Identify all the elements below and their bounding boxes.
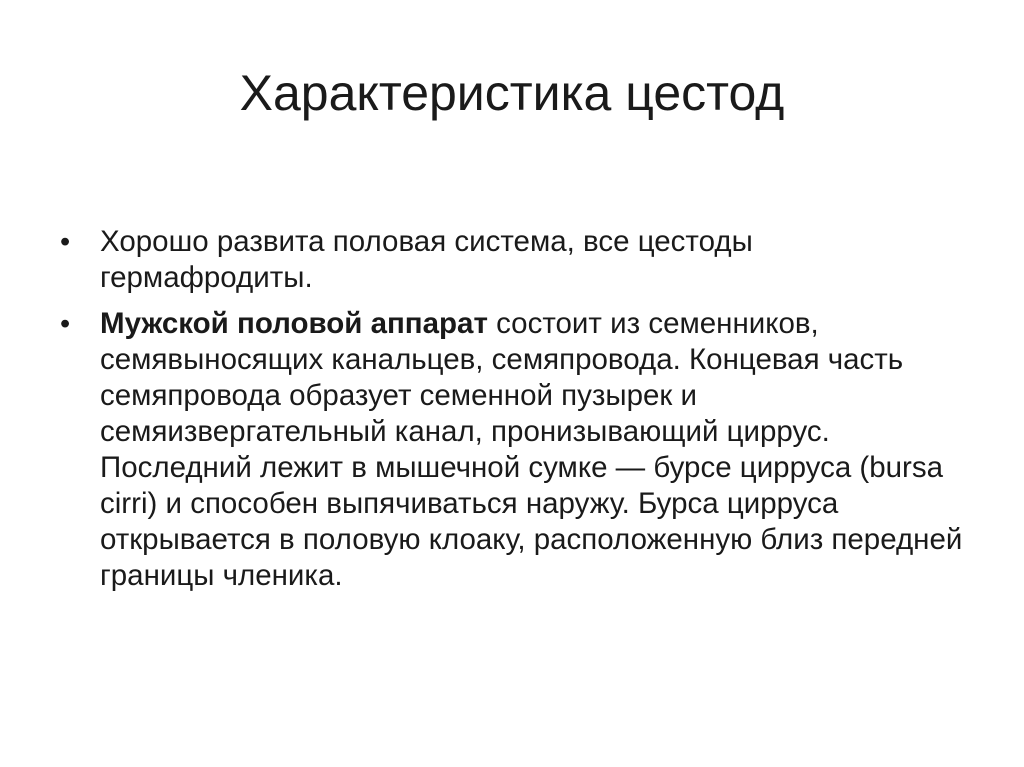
bullet-dot-icon: • bbox=[60, 226, 71, 258]
bullet-list bbox=[60, 224, 965, 594]
bullet-item bbox=[60, 306, 965, 594]
bullet-dot-icon: • bbox=[60, 308, 71, 340]
bullet-bold-lead: Мужской половой аппарат bbox=[100, 307, 488, 340]
bullet-item bbox=[60, 224, 965, 296]
bullet-text: состоит из семенников, семявыносящих канальцев, семяпровода. Концевая часть семяпровода образует семенной пузырек и семяизвергательный канал, пронизывающий циррус. Последний лежит в мышечной сумке — бурсе цирруса (bursa cirri) и способен выпячиваться наружу. Бурса цирруса открывается в половую клоаку, расположенную близ передней границы членика. bbox=[100, 307, 963, 592]
slide-title: Характеристика цестод bbox=[239, 65, 785, 121]
bullet-text: Хорошо развита половая система, все цестоды гермафродиты. bbox=[100, 225, 753, 294]
